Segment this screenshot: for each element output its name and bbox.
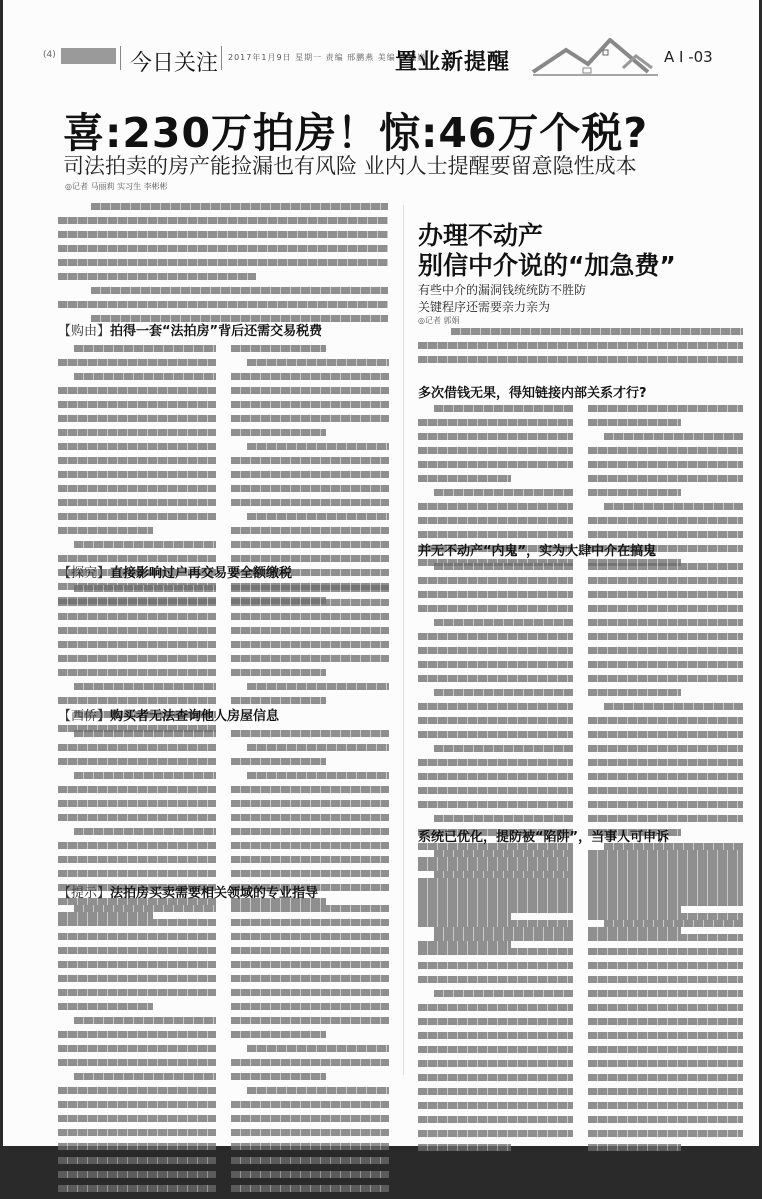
section-heading: 【提示】法拍房买卖需要相关领域的专业指导 xyxy=(58,886,319,901)
main-headline: 喜:230万拍房！惊:46万个税? xyxy=(63,109,649,157)
lead-intro-text xyxy=(58,203,388,329)
body-text-column xyxy=(588,850,743,1158)
sidebar-intro-text xyxy=(418,328,743,370)
page-number: A I -03 xyxy=(664,48,713,66)
divider xyxy=(120,46,121,70)
section-heading: 系统已优化，提防被“陷阱”，当事人可申诉 xyxy=(418,830,670,845)
sub-headline: 司法拍卖的房产能捡漏也有风险 业内人士提醒要留意隐性成本 xyxy=(63,154,637,178)
section-title: 今日关注 xyxy=(130,51,219,76)
sidebar-subtitle: 有些中介的漏洞钱统统防不胜防 关键程序还需要亲力亲为 xyxy=(418,283,587,314)
body-text-column xyxy=(58,905,216,1199)
body-text-column xyxy=(231,905,389,1199)
column-divider xyxy=(403,205,404,1075)
masthead xyxy=(3,38,759,78)
section-heading: 【购由】拍得一套“法拍房”背后还需交易税费 xyxy=(58,324,323,339)
newspaper-logo xyxy=(61,48,116,64)
sidebar-title-line1: 办理不动产 xyxy=(418,221,544,250)
divider xyxy=(221,46,222,70)
sidebar-byline: ◎记者 郭娟 xyxy=(418,316,460,325)
body-text-column xyxy=(418,850,573,1158)
section-heading: 并无不动产“内鬼”，实为大肆中介在搞鬼 xyxy=(418,544,657,559)
edition-icon: (4) xyxy=(43,50,56,60)
sidebar-title-line2: 别信中介说的“加急费” xyxy=(418,251,676,280)
dateline: 2017年1月9日 星期一 责编 邢鹏燕 美编 张巍巍 xyxy=(228,53,427,62)
newspaper-page xyxy=(3,0,759,1146)
section-heading: 多次借钱无果，得知链接内部关系才行? xyxy=(418,386,647,401)
section-heading: 【西侨】购买者无法查询他人房屋信息 xyxy=(58,709,280,724)
body-text-column xyxy=(231,585,389,711)
column-title: 置业新提醒 xyxy=(395,49,511,75)
byline: ◎记者 马丽莉 实习生 李彬彬 xyxy=(65,182,168,191)
house-roof-icon xyxy=(528,38,663,78)
section-heading: 【探究】直接影响过户再交易要全额缴税 xyxy=(58,566,293,581)
